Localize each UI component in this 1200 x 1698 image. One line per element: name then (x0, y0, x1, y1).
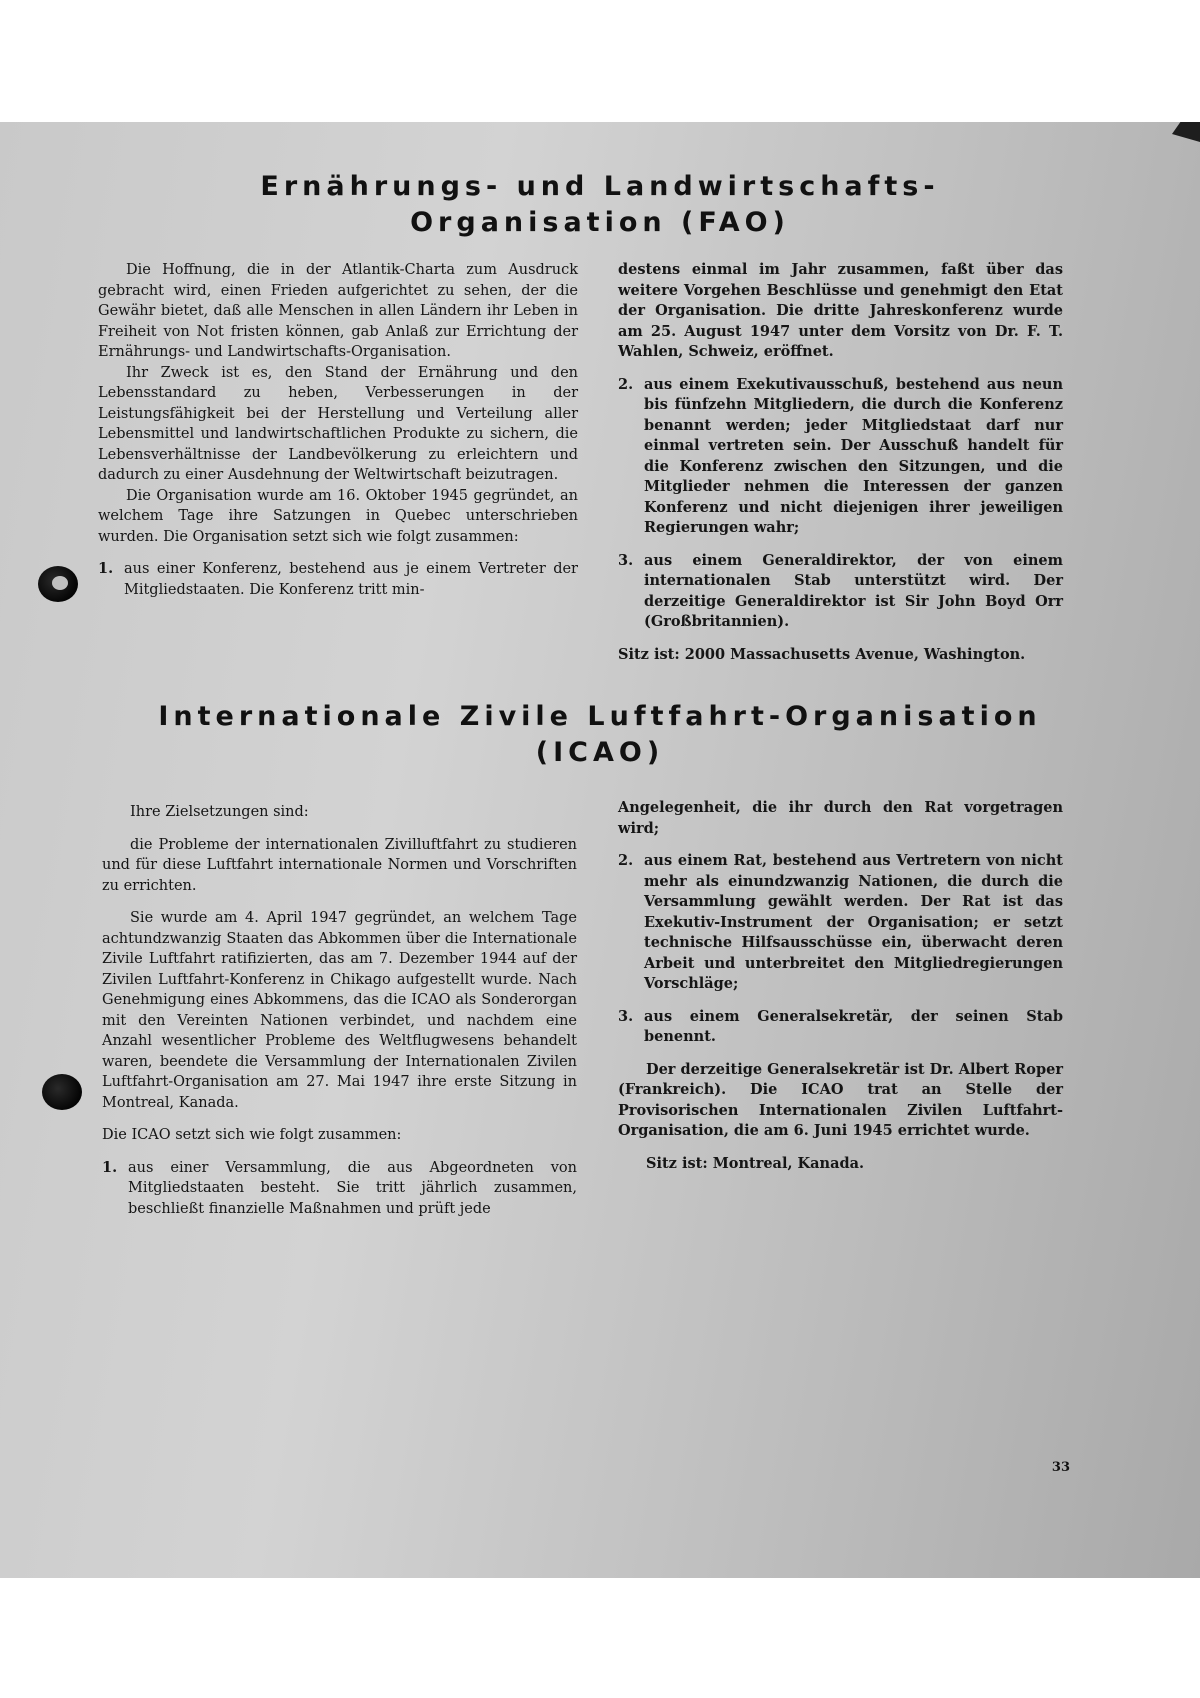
icao-list-item-1 (102, 1158, 577, 1220)
icao-item2-text: aus einem Rat, bestehend aus Vertretern von nicht mehr als einundzwanzig Nationen, die durch die Versammlung gewählt werden. Der Rat ist das Exekutiv-Instrument der Organisation; er setzt technische Hilfsausschüsse ein, überwacht deren Arbeit und unterbreitet den Mitgliedregierungen Vorschläge; (644, 852, 1063, 992)
list-number: 2. (618, 852, 634, 869)
icao-title-line2: (ICAO) (535, 737, 665, 768)
fao-item1-left-text: aus einer Konferenz, bestehend aus je einem Vertreter der Mitgliedstaaten. Die Konferenz tritt min- (124, 561, 578, 598)
fao-right-column (618, 260, 1063, 665)
icao-founding-text: Sie wurde am 4. April 1947 gegründet, an welchem Tage achtundzwanzig Staaten das Abkommen über die Internationale Zivile Luftfahrt ratifizierten, das am 7. Dezember 1944 auf der Zivilen Luftfahrt-Konferenz in Chikago aufgestellt wurde. Nach Genehmigung eines Abkommens, das die ICAO als Sonderorgan mit den Vereinten Nationen verbindet, und nachdem eine Anzahl wesentlicher Probleme des Weltflugwesens behandelt waren, beendete die Versammlung der Internationalen Zivilen Luftfahrt-Organisation am 27. Mai 1947 ihre erste Sitzung in Montreal, Kanada. (102, 910, 577, 1111)
fao-list-item-3 (618, 551, 1063, 633)
fao-paragraph-purpose: Ihr Zweck ist es, den Stand der Ernährung und den Lebensstandard zu heben, Verbesserungen in der Leistungsfähigkeit bei der Herstellung und Verteilung aller Lebensmittel und landwirtschaftlichen Produkte zu sichern, die Lebensverhältnisse der Landbevölkerung zu erleichtern und dadurch zu einer Ausdehnung der Weltwirtschaft beizutragen. (98, 364, 578, 483)
fao-paragraph-hope: Die Hoffnung, die in der Atlantik-Charta zum Ausdruck gebracht wird, einen Frieden aufgerichtet zu sehen, der die Gewähr bietet, daß alle Menschen in allen Ländern ihr Leben in Freiheit von Not fristen können, gab Anlaß zur Errichtung der Ernährungs- und Landwirtschafts-Organisation. (98, 262, 578, 360)
icao-secretary-text: Der derzeitige Generalsekretär ist Dr. Albert Roper (Frankreich). Die ICAO trat an Stelle der Provisorischen Internationalen Zivilen Luftfahrt-Organisation, die am 6. Juni 1945 errichtet wurde. (618, 1060, 1063, 1139)
icao-list-item-2 (618, 851, 1063, 995)
icao-seat: Sitz ist: Montreal, Kanada. (646, 1154, 865, 1172)
icao-title-line1: Internationale Zivile Luftfahrt-Organisation (158, 701, 1042, 732)
icao-item1-right-text: Angelegenheit, die ihr durch den Rat vorgetragen wird; (618, 799, 1063, 837)
fao-left-column (98, 260, 578, 600)
icao-list-item-3 (618, 1007, 1063, 1048)
list-number: 1. (98, 560, 114, 577)
icao-goals-intro: Ihre Zielsetzungen sind: (130, 804, 309, 820)
fao-title-line1: Ernährungs- und Landwirtschafts- (260, 171, 940, 202)
scanned-page (0, 122, 1200, 1578)
fao-list-item-2 (618, 375, 1063, 539)
icao-left-column (102, 802, 577, 1219)
fao-paragraph-founding: Die Organisation wurde am 16. Oktober 1945 gegründet, an welchem Tage ihre Satzungen in Quebec unterschrieben wurden. Die Organisation setzt sich wie folgt zusammen: (98, 487, 578, 545)
list-number: 2. (618, 375, 634, 393)
list-number: 1. (102, 1158, 118, 1176)
binder-hole-top (38, 566, 78, 602)
icao-item3-text: aus einem Generalsekretär, der seinen Stab benennt. (644, 1007, 1063, 1045)
fao-seat: Sitz ist: 2000 Massachusetts Avenue, Washington. (618, 645, 1026, 663)
icao-goals-text: die Probleme der internationalen Zivilluftfahrt zu studieren und für diese Luftfahrt internationale Normen und Vorschriften zu errichten. (102, 836, 577, 894)
fao-title-line2: Organisation (FAO) (410, 207, 790, 238)
page-number: 33 (1051, 1460, 1070, 1475)
list-number: 3. (618, 1007, 634, 1025)
icao-composition-intro: Die ICAO setzt sich wie folgt zusammen: (102, 1127, 402, 1143)
binder-hole-bottom (42, 1074, 82, 1110)
icao-right-column (618, 798, 1063, 1174)
page-edge-mark (1172, 122, 1200, 142)
list-number: 3. (618, 551, 634, 569)
fao-item3-text: aus einem Generaldirektor, der von einem internationalen Stab unterstützt wird. Der derzeitige Generaldirektor ist Sir John Boyd Orr (Großbritannien). (644, 551, 1063, 630)
fao-item2-text: aus einem Exekutivausschuß, bestehend aus neun bis fünfzehn Mitgliedern, die durch die Konferenz benannt werden; jeder Mitgliedstaat darf nur einmal vertreten sein. Der Ausschuß handelt für die Konferenz zwischen den Sitzungen, und die Mitglieder nehmen die Interessen der ganzen Konferenz und nicht diejenigen ihrer jeweiligen Regierungen wahr; (644, 375, 1063, 536)
fao-list-item-1 (98, 559, 578, 600)
fao-item1-right-text: destens einmal im Jahr zusammen, faßt über das weitere Vorgehen Beschlüsse und genehmigt den Etat der Organisation. Die dritte Jahreskonferenz wurde am 25. August 1947 unter dem Vorsitz von Dr. F. T. Wahlen, Schweiz, eröffnet. (618, 261, 1063, 360)
icao-item1-left-text: aus einer Versammlung, die aus Abgeordneten von Mitgliedstaaten besteht. Sie tritt jährlich zusammen, beschließt finanzielle Maßnahmen und prüft jede (128, 1159, 577, 1217)
